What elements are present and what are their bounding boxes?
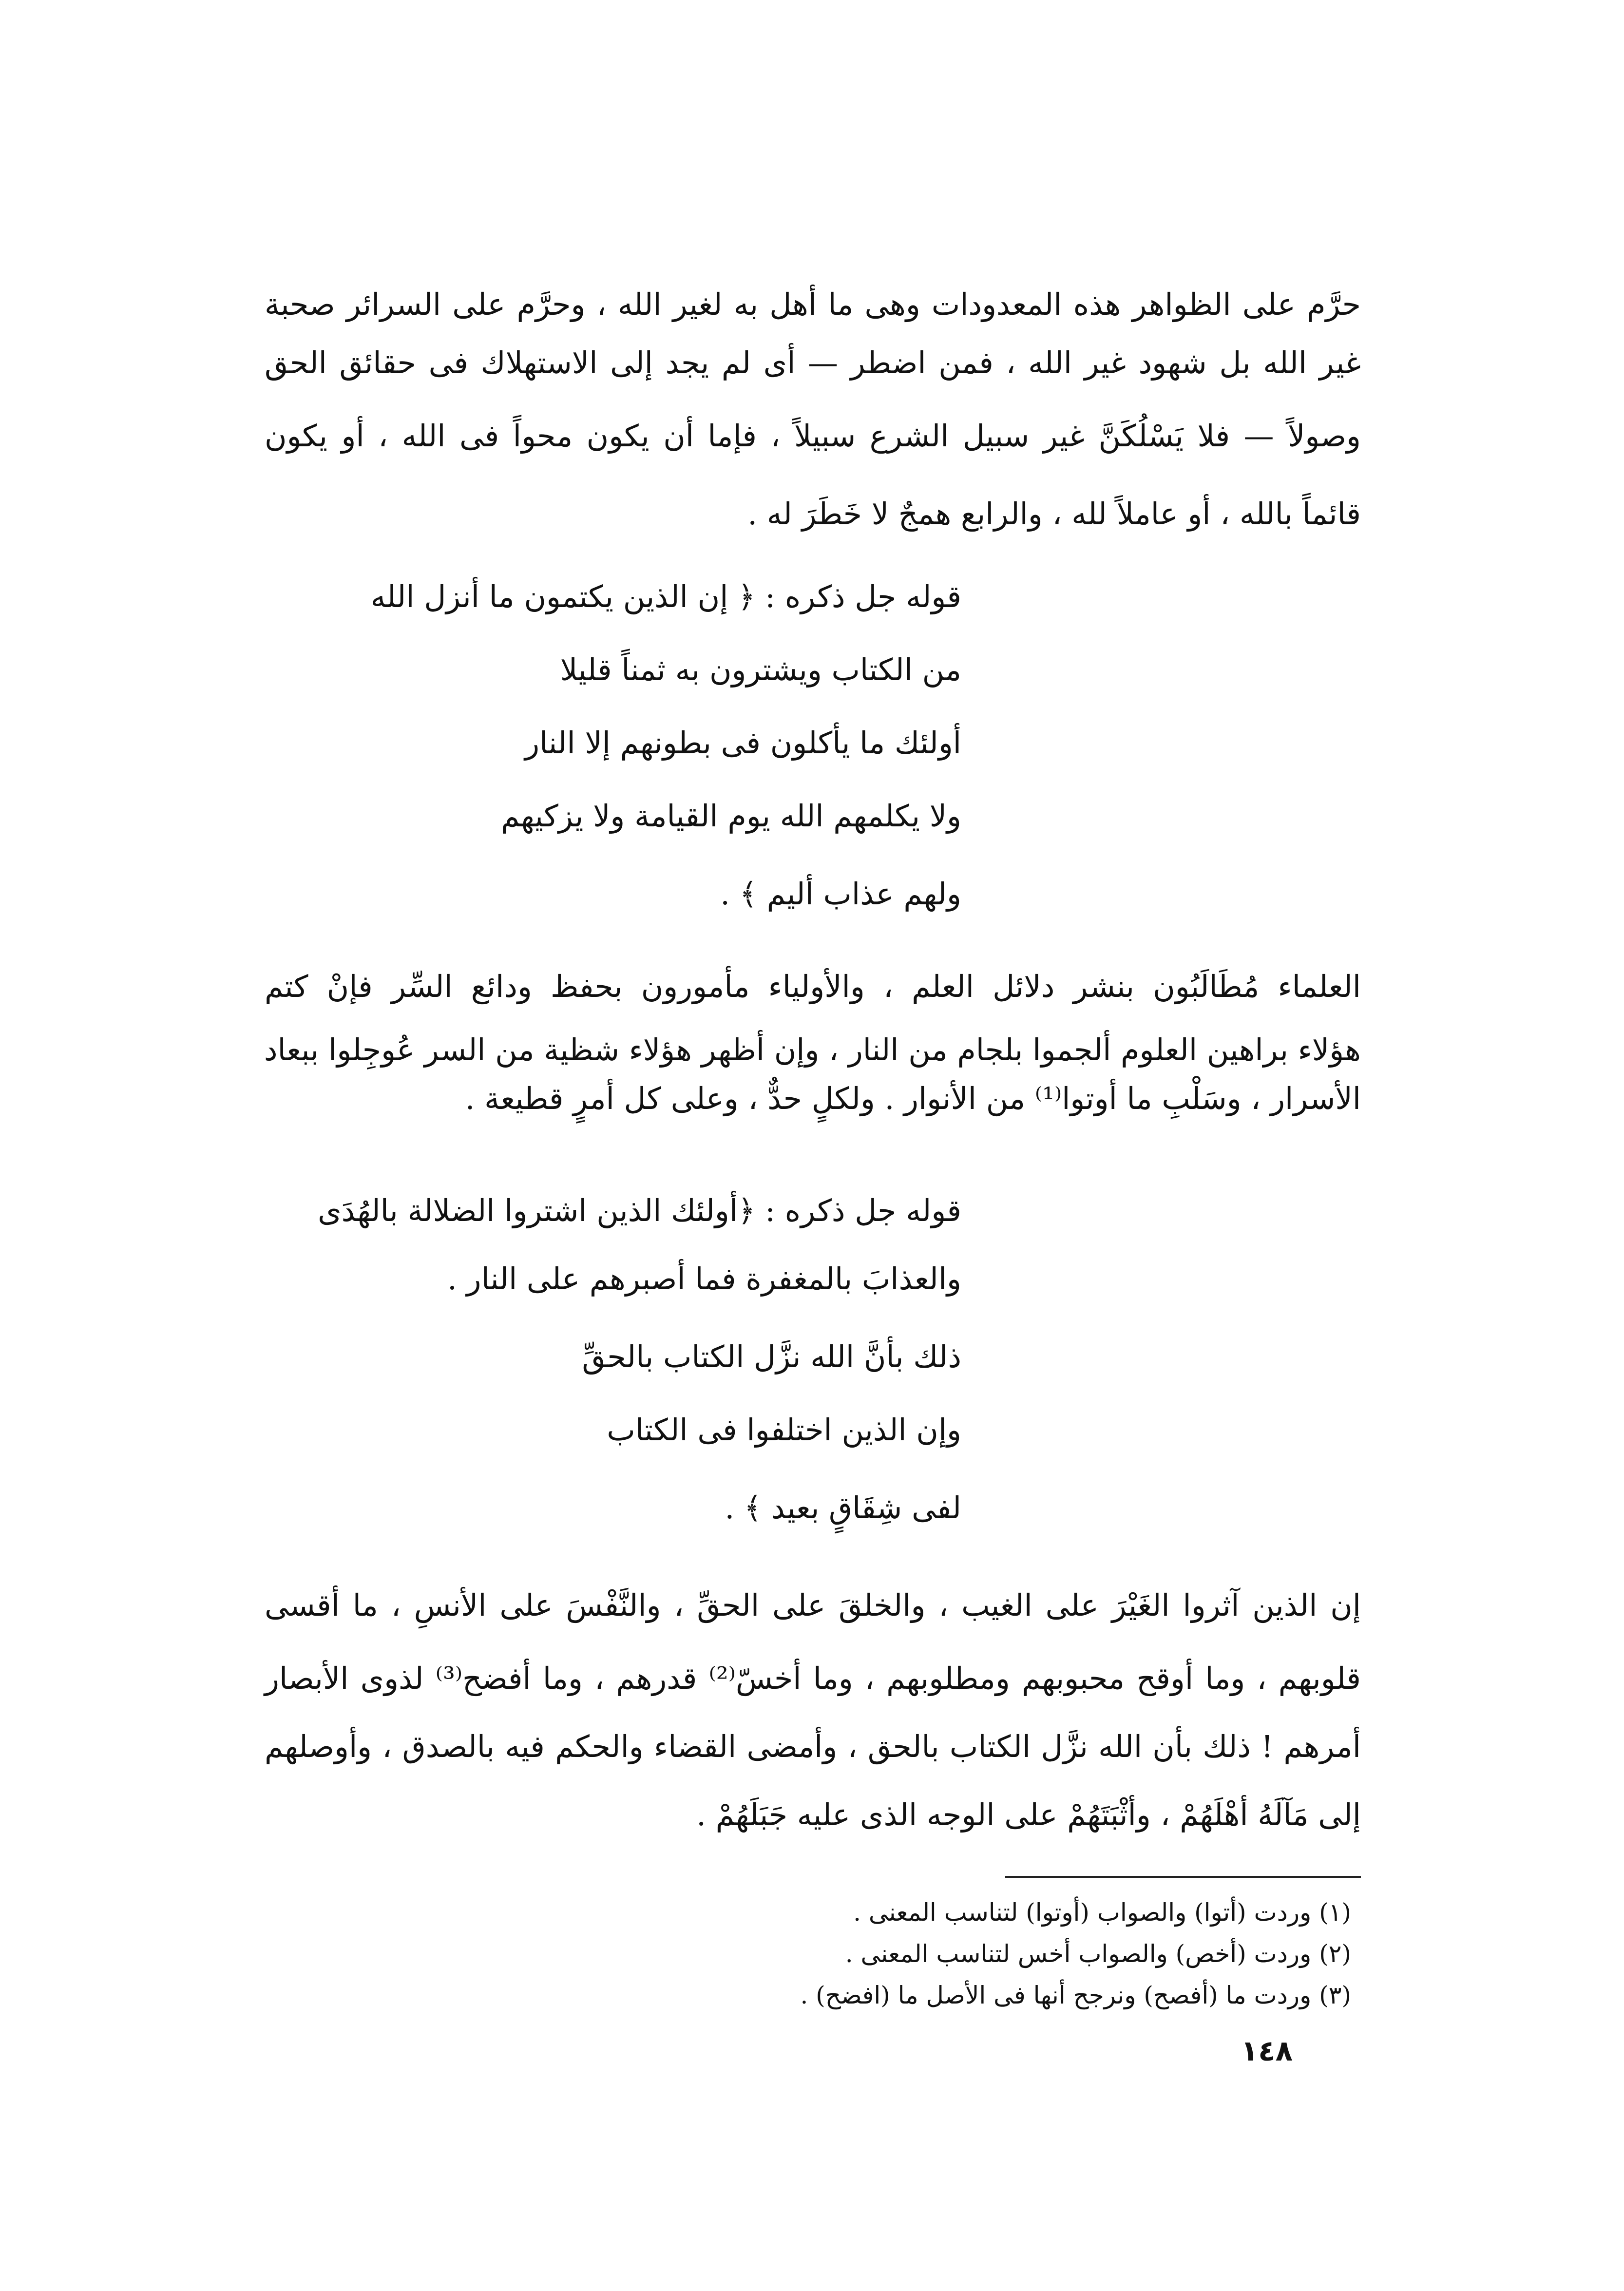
verse-1-line-2: من الكتاب ويشترون به ثمناً قليلا — [560, 652, 961, 687]
paragraph-2-line-3: الأسرار ، وسَلْبِ ما أوتوا⁽¹⁾ من الأنوار . ولكلٍ حدٌّ ، وعلى كل أمرٍ قطيعة . — [465, 1081, 1361, 1116]
footnote-1: (١) وردت (أتوا) والصواب (أوتوا) لتناسب المعنى . — [853, 1898, 1351, 1927]
verse-2-line-5: لفى شِقَاقٍ بعيد ﴾ . — [725, 1490, 961, 1526]
paragraph-1-line-1: حرَّم على الظواهر هذه المعدودات وهى ما أهل به لغير الله ، وحرَّم على السرائر صحبة — [265, 286, 1361, 322]
verse-2-line-3: ذلك بأنَّ الله نزَّل الكتاب بالحقِّ — [582, 1339, 961, 1375]
footnote-divider — [1005, 1876, 1361, 1878]
paragraph-1-line-2: غير الله بل شهود غير الله ، فمن اضطر — أى لم يجد إلى الاستهلاك فى حقائق الحق — [265, 345, 1361, 381]
verse-1-line-5: ولهم عذاب أليم ﴾ . — [720, 876, 961, 912]
verse-1-line-4: ولا يكلمهم الله يوم القيامة ولا يزكيهم — [500, 798, 961, 834]
paragraph-3-line-2: قلوبهم ، وما أوقح محبوبهم ومطلوبهم ، وما أخسّ⁽²⁾ قدرهم ، وما أفضح⁽³⁾ لذوى الأبصار — [265, 1661, 1361, 1696]
paragraph-3-line-3: أمرهم ! ذلك بأن الله نزَّل الكتاب بالحق ، وأمضى القضاء والحكم فيه بالصدق ، وأوصلهم — [265, 1729, 1361, 1764]
paragraph-3-line-1: إن الذين آثروا الغَيْرَ على الغيب ، والخلقَ على الحقِّ ، والنَّفْسَ على الأنسِ ، ما أقسى — [265, 1587, 1361, 1623]
verse-2-line-2: والعذابَ بالمغفرة فما أصبرهم على النار . — [447, 1261, 961, 1297]
verse-1-line-1: قوله جل ذكره : ﴿ إن الذين يكتمون ما أنزل الله — [370, 579, 961, 614]
paragraph-2-line-2: هؤلاء براهين العلوم ألجموا بلجام من النار ، وإن أظهر هؤلاء شظية من السر عُوجِلوا ببعاد — [264, 1032, 1361, 1068]
footnote-2: (٢) وردت (أخص) والصواب أخس لتناسب المعنى . — [845, 1940, 1351, 1968]
verse-2-line-1: قوله جل ذكره : ﴿أولئك الذين اشتروا الضلالة بالهُدَى — [318, 1193, 961, 1228]
paragraph-3-line-4: إلى مَآلَهُ أهْلَهُمْ ، وأثْبَتَهُمْ على الوجه الذى عليه جَبَلَهُمْ . — [696, 1797, 1361, 1833]
verse-2-line-4: وإن الذين اختلفوا فى الكتاب — [607, 1412, 961, 1448]
verse-1-line-3: أولئك ما يأكلون فى بطونهم إلا النار — [525, 725, 961, 761]
page-number: ١٤٨ — [1241, 2034, 1293, 2067]
paragraph-1-line-4: قائماً بالله ، أو عاملاً لله ، والرابع همجٌ لا خَطَرَ له . — [747, 496, 1361, 532]
paragraph-2-line-1: العلماء مُطَالَبُون بنشر دلائل العلم ، والأولياء مأمورون بحفظ ودائع السِّر فإنْ كتم — [265, 969, 1361, 1004]
footnote-3: (٣) وردت ما (أفصح) ونرجح أنها فى الأصل ما (افضح) . — [800, 1981, 1351, 2009]
paragraph-1-line-3: وصولاً — فلا يَسْلُكَنَّ غير سبيل الشرع سبيلاً ، فإما أن يكون محواً فى الله ، أو يكون — [265, 418, 1361, 454]
